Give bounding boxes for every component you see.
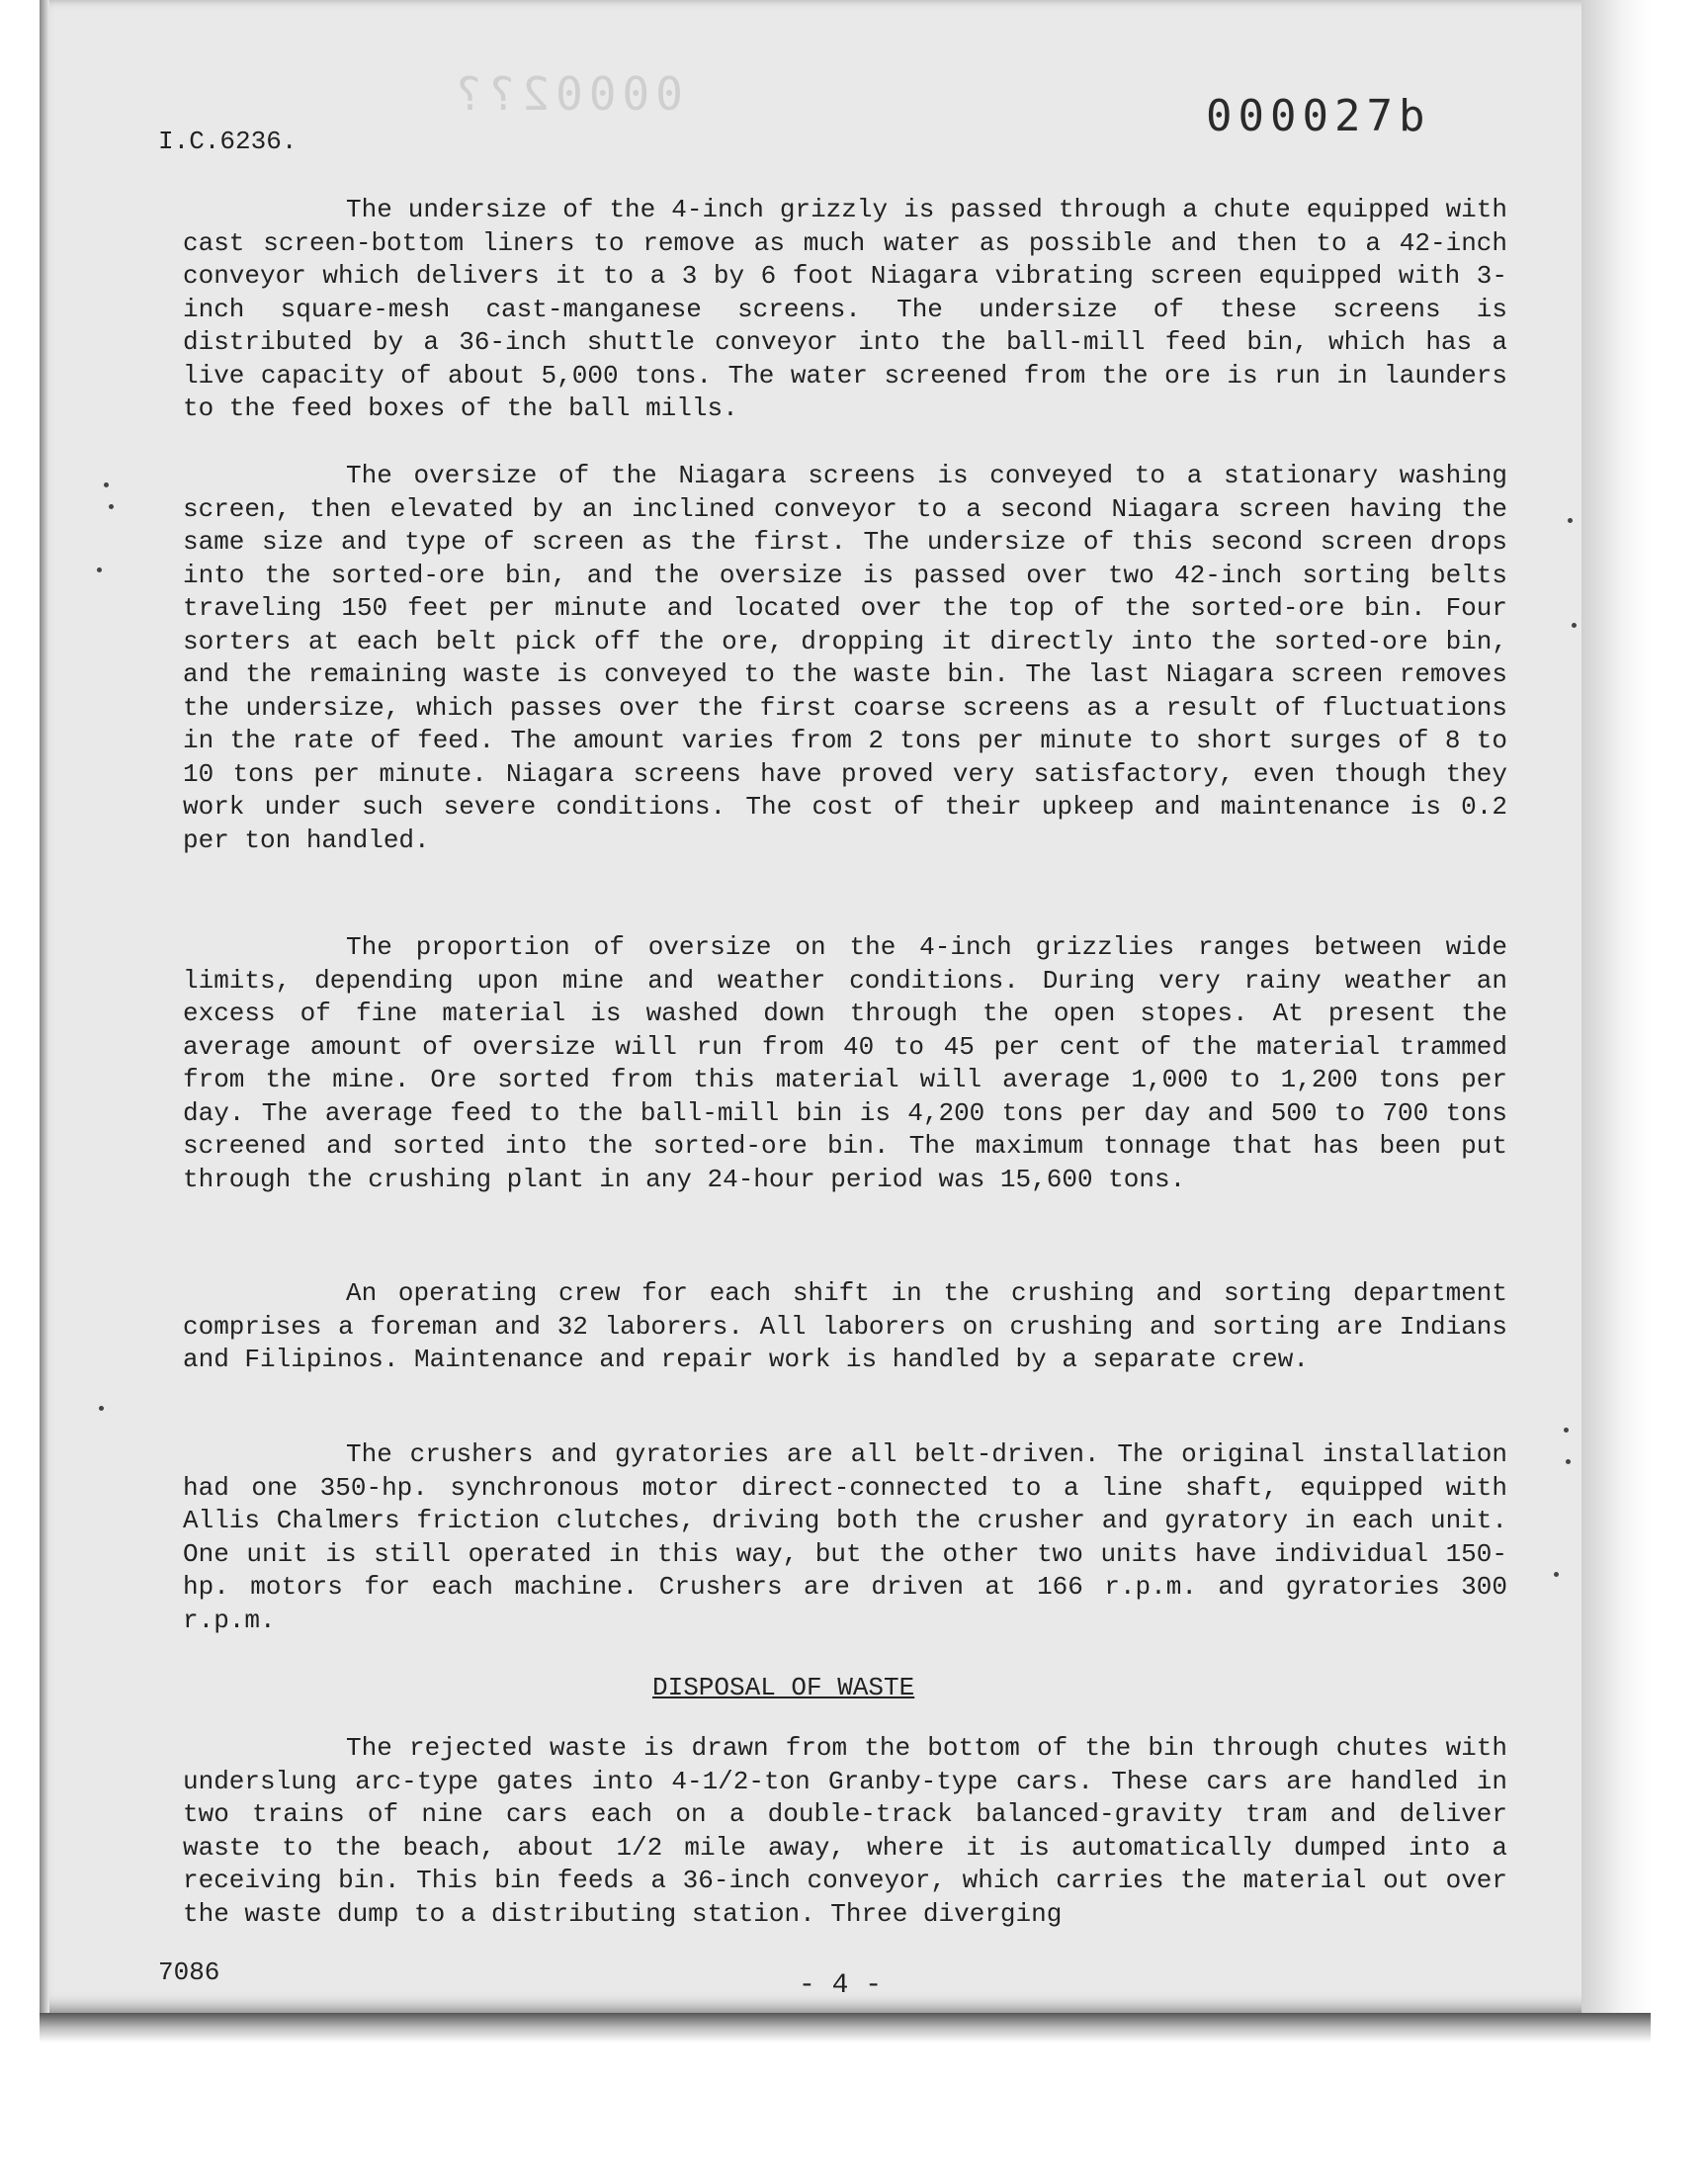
paragraph-1: The undersize of the 4-inch grizzly is passed through a chute equipped with cast screen-bottom liners to remove as much water as possible and then to a 42-inch conveyor which delivers it to a 3 by 6 foot Niagara vibrating screen equipped with 3-inch square-mesh cast-manganese screens. The undersize of these screens is distributed by a 36-inch shuttle conveyor into the ball-mill feed bin, which has a live capacity of about 5,000 tons. The water screened from the ore is run in launders to the feed boxes of the ball mills. <box>183 195 1507 423</box>
speck <box>1572 623 1577 628</box>
section-paragraph: The rejected waste is drawn from the bottom of the bin through chutes with underslung arc-type gates into 4-1/2-ton Granby-type cars. These cars are handled in two trains of nine cars each on a double-track balanced-gravity tram and deliver waste to the beach, about 1/2 mile away, where it is automatically dumped into a receiving bin. This bin feeds a 36-inch conveyor, which carries the material out over the waste dump to a distributing station. Three diverging <box>183 1733 1507 1929</box>
speck <box>1564 1428 1569 1433</box>
speck <box>97 567 102 572</box>
speck <box>99 1406 104 1411</box>
series-id: I.C.6236. <box>158 127 298 156</box>
paragraph-3: The proportion of oversize on the 4-inch grizzlies ranges between wide limits, depending upon mine and weather conditions. During very rainy weather an excess of fine material is washed down through the open stopes. At present the average amount of oversize will run from 40 to 45 per cent of the material trammed from the mine. Ore sorted from this material will average 1,000 to 1,200 tons per day. The average feed to the ball-mill bin is 4,200 tons per day and 500 to 700 tons screened and sorted into the sorted-ore bin. The maximum tonnage that has been put through the crushing plant in any 24-hour period was 15,600 tons. <box>183 932 1507 1194</box>
section-heading: DISPOSAL OF WASTE <box>652 1673 915 1702</box>
speck <box>109 504 114 509</box>
page-edge-left <box>40 0 49 2037</box>
bleed-through-number: 00002?? <box>450 67 683 121</box>
speck <box>1566 1459 1571 1464</box>
speck <box>1554 1572 1559 1577</box>
paragraph-5: The crushers and gyratories are all belt-driven. The original installation had one 350-hp. synchronous motor direct-connected to a line shaft, equipped with Allis Chalmers friction clutches, driving both the crusher and gyratory in each unit. One unit is still operated in this way, but the other two units have individual 150-hp. motors for each machine. Crushers are driven at 166 r.p.m. and gyratories 300 r.p.m. <box>183 1439 1507 1635</box>
paragraph-2: The oversize of the Niagara screens is conveyed to a stationary washing screen, then elevated by an inclined conveyor to a second Niagara screen having the same size and type of screen as the first. The undersize of this second screen drops into the sorted-ore bin, and the oversize is passed over two 42-inch sorting belts traveling 150 feet per minute and located over the top of the sorted-ore bin. Four sorters at each belt pick off the ore, dropping it directly into the sorted-ore bin, and the remaining waste is conveyed to the waste bin. The last Niagara screen removes the undersize, which passes over the first coarse screens as a result of fluctuations in the rate of feed. The amount varies from 2 tons per minute to short surges of 8 to 10 tons per minute. Niagara screens have proved very satisfactory, even though they work under such severe conditions. The cost of their upkeep and maintenance is 0.2 per ton handled. <box>183 461 1507 855</box>
paragraph-4: An operating crew for each shift in the crushing and sorting department comprises a foreman and 32 laborers. All laborers on crushing and sorting are Indians and Filipinos. Maintenance and repair work is handled by a separate crew. <box>183 1278 1507 1374</box>
speck <box>104 482 109 487</box>
document-number: 000027b <box>1206 91 1431 141</box>
page-edge-right <box>1581 0 1651 2037</box>
page-edge-bottom <box>40 2013 1651 2043</box>
speck <box>1568 518 1573 523</box>
report-number: 7086 <box>158 1958 220 1987</box>
page-number: - 4 - <box>799 1970 883 2001</box>
